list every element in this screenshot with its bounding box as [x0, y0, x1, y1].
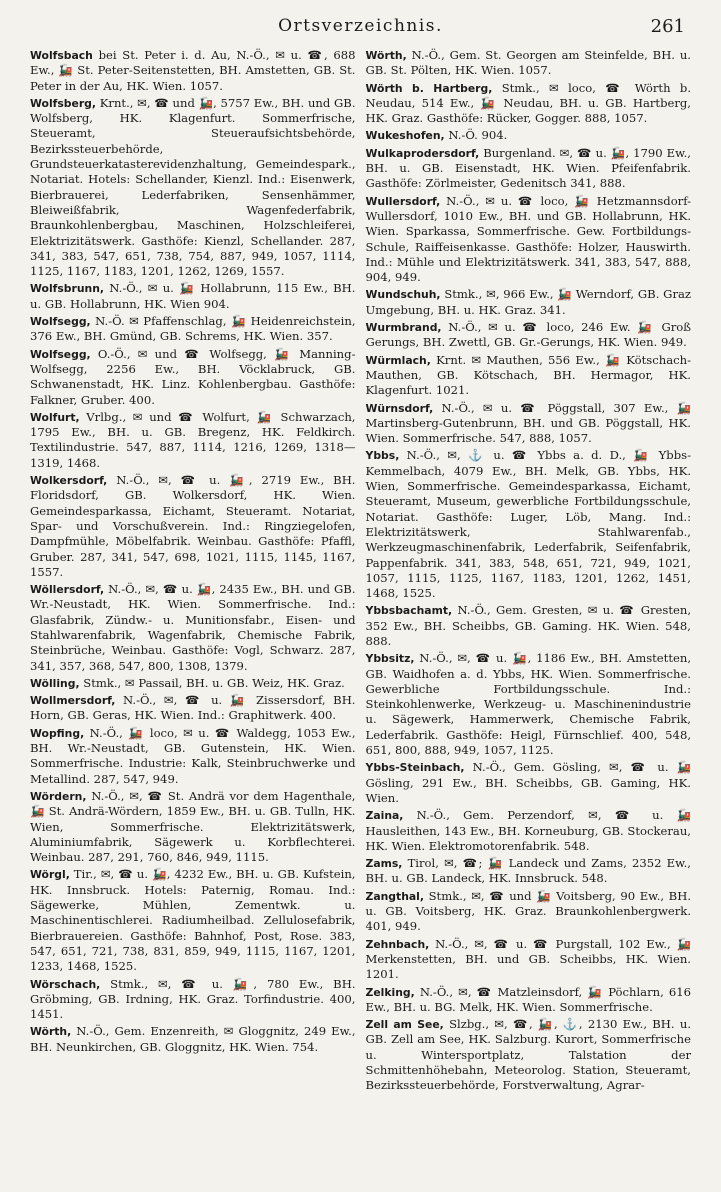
- entry-text: N.-Ö. 904.: [448, 128, 508, 143]
- directory-entry: [366, 401, 692, 447]
- entry-place-name: Wörgl,: [30, 868, 70, 882]
- directory-entry: [366, 353, 692, 399]
- entry-text: N.-Ö. ✉ Pfaffenschlag, 🚂 Heidenreichstein, 376 Ew., BH. Gmünd, GB. Schrems, HK. Wien. 357.: [30, 314, 356, 344]
- entry-place-name: Wullersdorf,: [365, 194, 441, 208]
- entry-place-name: Zell am See,: [365, 1018, 444, 1032]
- entry-text: Stmk., ✉ loco, ☎ Wörth b. Neudau, 514 Ew., 🚂 Neudau, BH. u. GB. Hartberg, HK. Graz. Gasthöfe: Rücker, Gogger. 888, 1057.: [365, 80, 692, 126]
- entry-place-name: Würmlach,: [365, 353, 431, 367]
- directory-entry: [366, 48, 692, 79]
- directory-entry: [366, 808, 692, 854]
- page-title: Ortsverzeichnis.: [278, 16, 443, 36]
- directory-entry: [366, 448, 692, 601]
- directory-entry: [30, 1024, 356, 1055]
- entry-place-name: Wördern,: [30, 789, 87, 803]
- directory-entry: [30, 347, 356, 408]
- entry-text: Tir., ✉, ☎ u. 🚂, 4232 Ew., BH. u. GB. Kufstein, HK. Innsbruck. Hotels: Paternig, Romau. Ind.: Sägewerke, Mühlen, Zementwk. u. Maschinentischlerei. Radiumheilbad. Zellulosefabrik, Bierbrauereien. Gasthöfe: Bahnhof, Post, Rose. 383, 547, 651, 721, 738, 831, 859, 949, 1115, 1167, 1201, 1233, 1468, 1525.: [30, 867, 356, 974]
- entry-place-name: Zams,: [365, 857, 403, 871]
- entry-text: N.-Ö., ✉, ☎ u. 🚂, 2719 Ew., BH. Floridsdorf, GB. Wolkersdorf, HK. Wien. Gemeindesparkassa, Eichamt, Steueramt. Notariat, Spar- und Vorschußverein. Ind.: Ringziegelofen, Dampfmühle, Möbelfabrik. Weinbau. Gasthöfe: Pfaffl, Gruber. 287, 341, 547, 698, 1021, 1115, 1145, 1167, 1557.: [30, 473, 356, 579]
- entry-text: N.-Ö., Gem. Gresten, ✉ u. ☎ Gresten, 352 Ew., BH. Scheibbs, GB. Gaming. HK. Wien. 548, 888.: [365, 603, 692, 648]
- entry-place-name: Wörth b. Hartberg,: [365, 81, 493, 95]
- entry-text: Vrlbg., ✉ und ☎ Wolfurt, 🚂 Schwarzach, 1795 Ew., BH. u. GB. Bregenz, HK. Feldkirch. Textilindustrie. 547, 887, 1114, 1216, 1269, 1318—1319, 1468.: [30, 409, 356, 470]
- directory-entry: [30, 726, 356, 787]
- entry-text: N.-Ö., ✉ u. 🚂 Hollabrunn, 115 Ew., BH. u. GB. Hollabrunn, HK. Wien 904.: [30, 281, 356, 311]
- directory-entry: [30, 582, 356, 674]
- directory-entry: [366, 287, 692, 318]
- entry-text: Krnt. ✉ Mauthen, 556 Ew., 🚂 Kötschach-Mauthen, GB. Kötschach, BH. Hermagor, HK. Klagenfurt. 1021.: [365, 352, 691, 398]
- entry-text: N.-Ö., Gem. Perzendorf, ✉, ☎ u. 🚂 Hausleithen, 143 Ew., BH. Korneuburg, GB. Stockerau, HK. Wien. Elektromotorenfabrik. 548.: [365, 808, 691, 853]
- entry-place-name: Ybbs-Steinbach,: [365, 761, 465, 775]
- directory-entry: [30, 676, 356, 691]
- entry-text: Slzbg., ✉, ☎, 🚂, ⚓, 2130 Ew., BH. u. GB. Zell am See, HK. Salzburg. Kurort, Sommerfrische u. Wintersportplatz, Talstation der Schmittenhöhebahn, Meteorolog. Station, Steueramt, Bezirkssteuerbehörde, Forstverwaltung, Agrar-: [365, 1017, 691, 1093]
- entry-place-name: Wörschach,: [30, 977, 101, 991]
- entry-place-name: Wollmersdorf,: [30, 694, 116, 708]
- entry-text: Krnt., ✉, ☎ und 🚂, 5757 Ew., BH. und GB. Wolfsberg, HK. Klagenfurt. Sommerfrische, Steueramt, Steueraufsichtsbehörde, Bezirkssteuerbehörde, Grundsteuerkatasterevidenzhaltung, Gemeindespark., Notariat. Hotels: Schellander, Kienzl. Ind.: Eisenwerk, Bierbrauerei, Lederfabriken, Sensenhämmer, Bleiweißfabrik, Wagenfederfabrik, Braunkohlenbergbau, Maschinen, Holzschleiferei, Elektrizitätswerk. Gasthöfe: Kienzl, Schellander. 287, 341, 383, 547, 651, 738, 754, 887, 949, 1057, 1114, 1125, 1167, 1183, 1201, 1262, 1269, 1557.: [30, 95, 356, 279]
- entry-place-name: Ybbs,: [365, 449, 400, 463]
- directory-entry: [366, 1017, 692, 1093]
- entry-place-name: Wolfsbach: [30, 49, 93, 62]
- entry-place-name: Zaina,: [365, 809, 404, 823]
- entry-text: N.-Ö., ✉, ☎ Matzleinsdorf, 🚂 Pöchlarn, 616 Ew., BH. u. BG. Melk, HK. Wien. Sommerfrische.: [365, 984, 691, 1014]
- entry-text: N.-Ö., Gem. St. Georgen am Steinfelde, BH. u. GB. St. Pölten, HK. Wien. 1057.: [365, 48, 691, 78]
- directory-entry: [366, 985, 692, 1016]
- directory-entry: [366, 856, 692, 887]
- entry-place-name: Wolkersdorf,: [30, 474, 108, 488]
- entry-text: bei St. Peter i. d. Au, N.-Ö., ✉ u. ☎, 688 Ew., 🚂 St. Peter-Seitenstetten, BH. Amstetten, GB. St. Peter in der Au, HK. Wien. 1057.: [30, 48, 356, 93]
- directory-entry: [366, 146, 692, 192]
- directory-entry: [366, 603, 692, 649]
- directory-entry: [366, 651, 692, 758]
- entry-place-name: Wundschuh,: [365, 288, 441, 302]
- directory-entry: [30, 48, 356, 94]
- directory-entry: [30, 867, 356, 974]
- entry-text: Burgenland. ✉, ☎ u. 🚂, 1790 Ew., BH. u. GB. Eisenstadt, HK. Wien. Pfeifenfabrik. Gasthöfe: Zörlmeister, Gedenitsch 341, 888.: [365, 145, 691, 191]
- page-number: 261: [650, 16, 685, 37]
- directory-entry: [30, 96, 356, 280]
- entry-place-name: Wolfsberg,: [30, 96, 96, 110]
- entry-text: N.-Ö., 🚂 loco, ✉ u. ☎ Waldegg, 1053 Ew., BH. Wr.-Neustadt, GB. Gutenstein, HK. Wien. Sommerfrische. Industrie: Kalk, Steinbruchwerke und Metallind. 287, 547, 949.: [30, 725, 356, 786]
- entry-place-name: Wukeshofen,: [365, 129, 445, 143]
- directory-entry: [366, 128, 692, 143]
- left-column: [30, 48, 356, 1096]
- entry-text: Stmk., ✉ Passail, BH. u. GB. Weiz, HK. Graz.: [83, 675, 345, 690]
- entry-place-name: Ybbsitz,: [365, 652, 415, 666]
- entry-place-name: Ybbsbachamt,: [365, 604, 453, 618]
- directory-entry: [30, 977, 356, 1023]
- entry-place-name: Würnsdorf,: [365, 401, 434, 415]
- entry-text: Stmk., ✉, ☎ u. 🚂, 780 Ew., BH. Gröbming, GB. Irdning, HK. Graz. Torfindustrie. 400, 1451.: [30, 976, 356, 1022]
- entry-text: Stmk., ✉, ☎ und 🚂 Voitsberg, 90 Ew., BH. u. GB. Voitsberg, HK. Graz. Braunkohlenbergwerk. 401, 949.: [365, 888, 692, 934]
- right-column: [366, 48, 692, 1096]
- entry-text: N.-Ö., ✉ u. ☎ loco, 246 Ew. 🚂 Groß Gerungs, BH. Zwettl, GB. Gr.-Gerungs, HK. Wien. 949.: [365, 320, 691, 350]
- entry-text: N.-Ö., Gem. Gösling, ✉, ☎ u. 🚂 Gösling, 291 Ew., BH. Scheibbs, GB. Gaming, HK. Wien.: [365, 760, 692, 805]
- directory-entry: [30, 693, 356, 724]
- directory-entry: [30, 789, 356, 865]
- entry-place-name: Zehnbach,: [365, 937, 430, 951]
- entry-place-name: Wörth,: [30, 1025, 72, 1039]
- directory-entry: [30, 314, 356, 345]
- entry-place-name: Wurmbrand,: [365, 321, 442, 335]
- directory-entry: [366, 760, 692, 806]
- directory-entry: [366, 320, 692, 351]
- entry-text: N.-Ö., ✉, ☎ u. 🚂, 1186 Ew., BH. Amstetten, GB. Waidhofen a. d. Ybbs, HK. Wien. Sommerfrische. Gewerbliche Fortbildungsschule. Ind.: Steinkohlenwerke, Werkzeug- u. Maschinenindustrie u. Sägewerk, Hammerwerk, Chemische Fabrik, Lederfabrik. Gasthöfe: Heigl, Fürnschlief. 400, 548, 651, 800, 888, 949, 1057, 1125.: [365, 651, 691, 758]
- directory-entry: [366, 194, 692, 286]
- directory-entry: [30, 281, 356, 312]
- entry-place-name: Wolfsegg,: [30, 347, 91, 361]
- entry-text: N.-Ö., ✉, ☎ St. Andrä vor dem Hagenthale, 🚂 St. Andrä-Wördern, 1859 Ew., BH. u. GB. Tulln, HK. Wien, Sommerfrische. Elektrizitätswerk, Aluminiumfabrik, Sägewerk u. Korbflechterei. Weinbau. 287, 291, 760, 846, 949, 1115.: [30, 788, 356, 865]
- entry-place-name: Wolfsegg,: [30, 315, 91, 329]
- entry-text: N.-Ö., ✉, ☎ u. ☎ Purgstall, 102 Ew., 🚂 Merkenstetten, BH. und GB. Scheibbs, HK. Wien. 1201.: [365, 936, 692, 982]
- entry-place-name: Wölling,: [30, 676, 80, 690]
- entry-place-name: Wolfsbrunn,: [30, 282, 104, 296]
- entry-place-name: Zelking,: [365, 985, 415, 999]
- page-header: [30, 10, 691, 48]
- entry-place-name: Wopfing,: [30, 726, 85, 740]
- directory-entry: [366, 81, 692, 127]
- entry-place-name: Wolfurt,: [30, 410, 80, 424]
- directory-entry: [30, 473, 356, 580]
- entry-place-name: Wörth,: [365, 49, 407, 62]
- entry-text: N.-Ö., ✉, ☎ u. 🚂 Zissersdorf, BH. Horn, GB. Geras, HK. Wien. Ind.: Graphitwerk. 400.: [30, 693, 356, 723]
- entry-place-name: Wöllersdorf,: [30, 583, 105, 597]
- entry-text: Tirol, ✉, ☎; 🚂 Landeck und Zams, 2352 Ew., BH. u. GB. Landeck, HK. Innsbruck. 548.: [365, 856, 691, 886]
- entry-text: N.-Ö., ✉ u. ☎ Pöggstall, 307 Ew., 🚂 Martinsberg-Gutenbrunn, BH. und GB. Pöggstall, HK. Wien. Sommerfrische. 547, 888, 1057.: [365, 400, 691, 446]
- directory-entry: [366, 889, 692, 935]
- directory-entry: [366, 937, 692, 983]
- directory-entry: [30, 410, 356, 471]
- columns: [30, 48, 691, 1096]
- entry-text: N.-Ö., ✉, ⚓ u. ☎ Ybbs a. d. D., 🚂 Ybbs-Kemmelbach, 4079 Ew., BH. Melk, GB. Ybbs, HK. Wien, Sommerfrische. Gemeindesparkassa, Eichamt, Steueramt, Museum, gewerbliche Fortbildungsschule, Notariat. Gasthöfe: Luger, Löb, Mang. Ind.: Elektrizitätswerk, Stahlwarenfab., Werkzeugmaschinenfabrik, Lederfabrik, Seifenfabrik, Pappenfabrik. 341, 383, 548, 651, 721, 949, 1021, 1057, 1115, 1125, 1167, 1183, 1201, 1262, 1451, 1468, 1525.: [365, 448, 692, 601]
- entry-place-name: Zangthal,: [365, 889, 424, 903]
- entry-text: N.-Ö., ✉, ☎ u. 🚂, 2435 Ew., BH. und GB. Wr.-Neustadt, HK. Wien. Sommerfrische. Ind.: Glasfabrik, Zündw.- u. Munitionsfabr., Eisen- und Stahlwarenfabrik, Wagenfabrik, Chemische Fabrik, Steinbrüche, Weinbau. Gasthöfe: Vogl, Schwarz. 287, 341, 357, 368, 547, 800, 1308, 1379.: [30, 582, 356, 673]
- entry-text: N.-Ö., ✉ u. ☎ loco, 🚂 Hetzmannsdorf-Wullersdorf, 1010 Ew., BH. und GB. Hollabrunn, HK. Wien. Sparkassa, Sommerfrische. Gew. Fortbildungs-Schule, Raiffeisenkasse. Gasthöfe: Holzer, Hauswirth. Ind.: Mühle und Elektrizitätswerk. 341, 383, 547, 888, 904, 949.: [365, 193, 692, 285]
- entry-text: O.-Ö., ✉ und ☎ Wolfsegg, 🚂 Manning-Wolfsegg, 2256 Ew., BH. Vöcklabruck, GB. Schwanenstadt, HK. Linz. Kohlenbergbau. Gasthöfe: Falkner, Gruber. 400.: [30, 346, 356, 407]
- entry-text: N.-Ö., Gem. Enzenreith, ✉ Gloggnitz, 249 Ew., BH. Neunkirchen, GB. Gloggnitz, HK. Wien. 754.: [30, 1024, 356, 1054]
- entry-text: Stmk., ✉, 966 Ew., 🚂 Werndorf, GB. Graz Umgebung, BH. u. HK. Graz. 341.: [365, 287, 692, 317]
- entry-place-name: Wulkaprodersdorf,: [365, 146, 480, 160]
